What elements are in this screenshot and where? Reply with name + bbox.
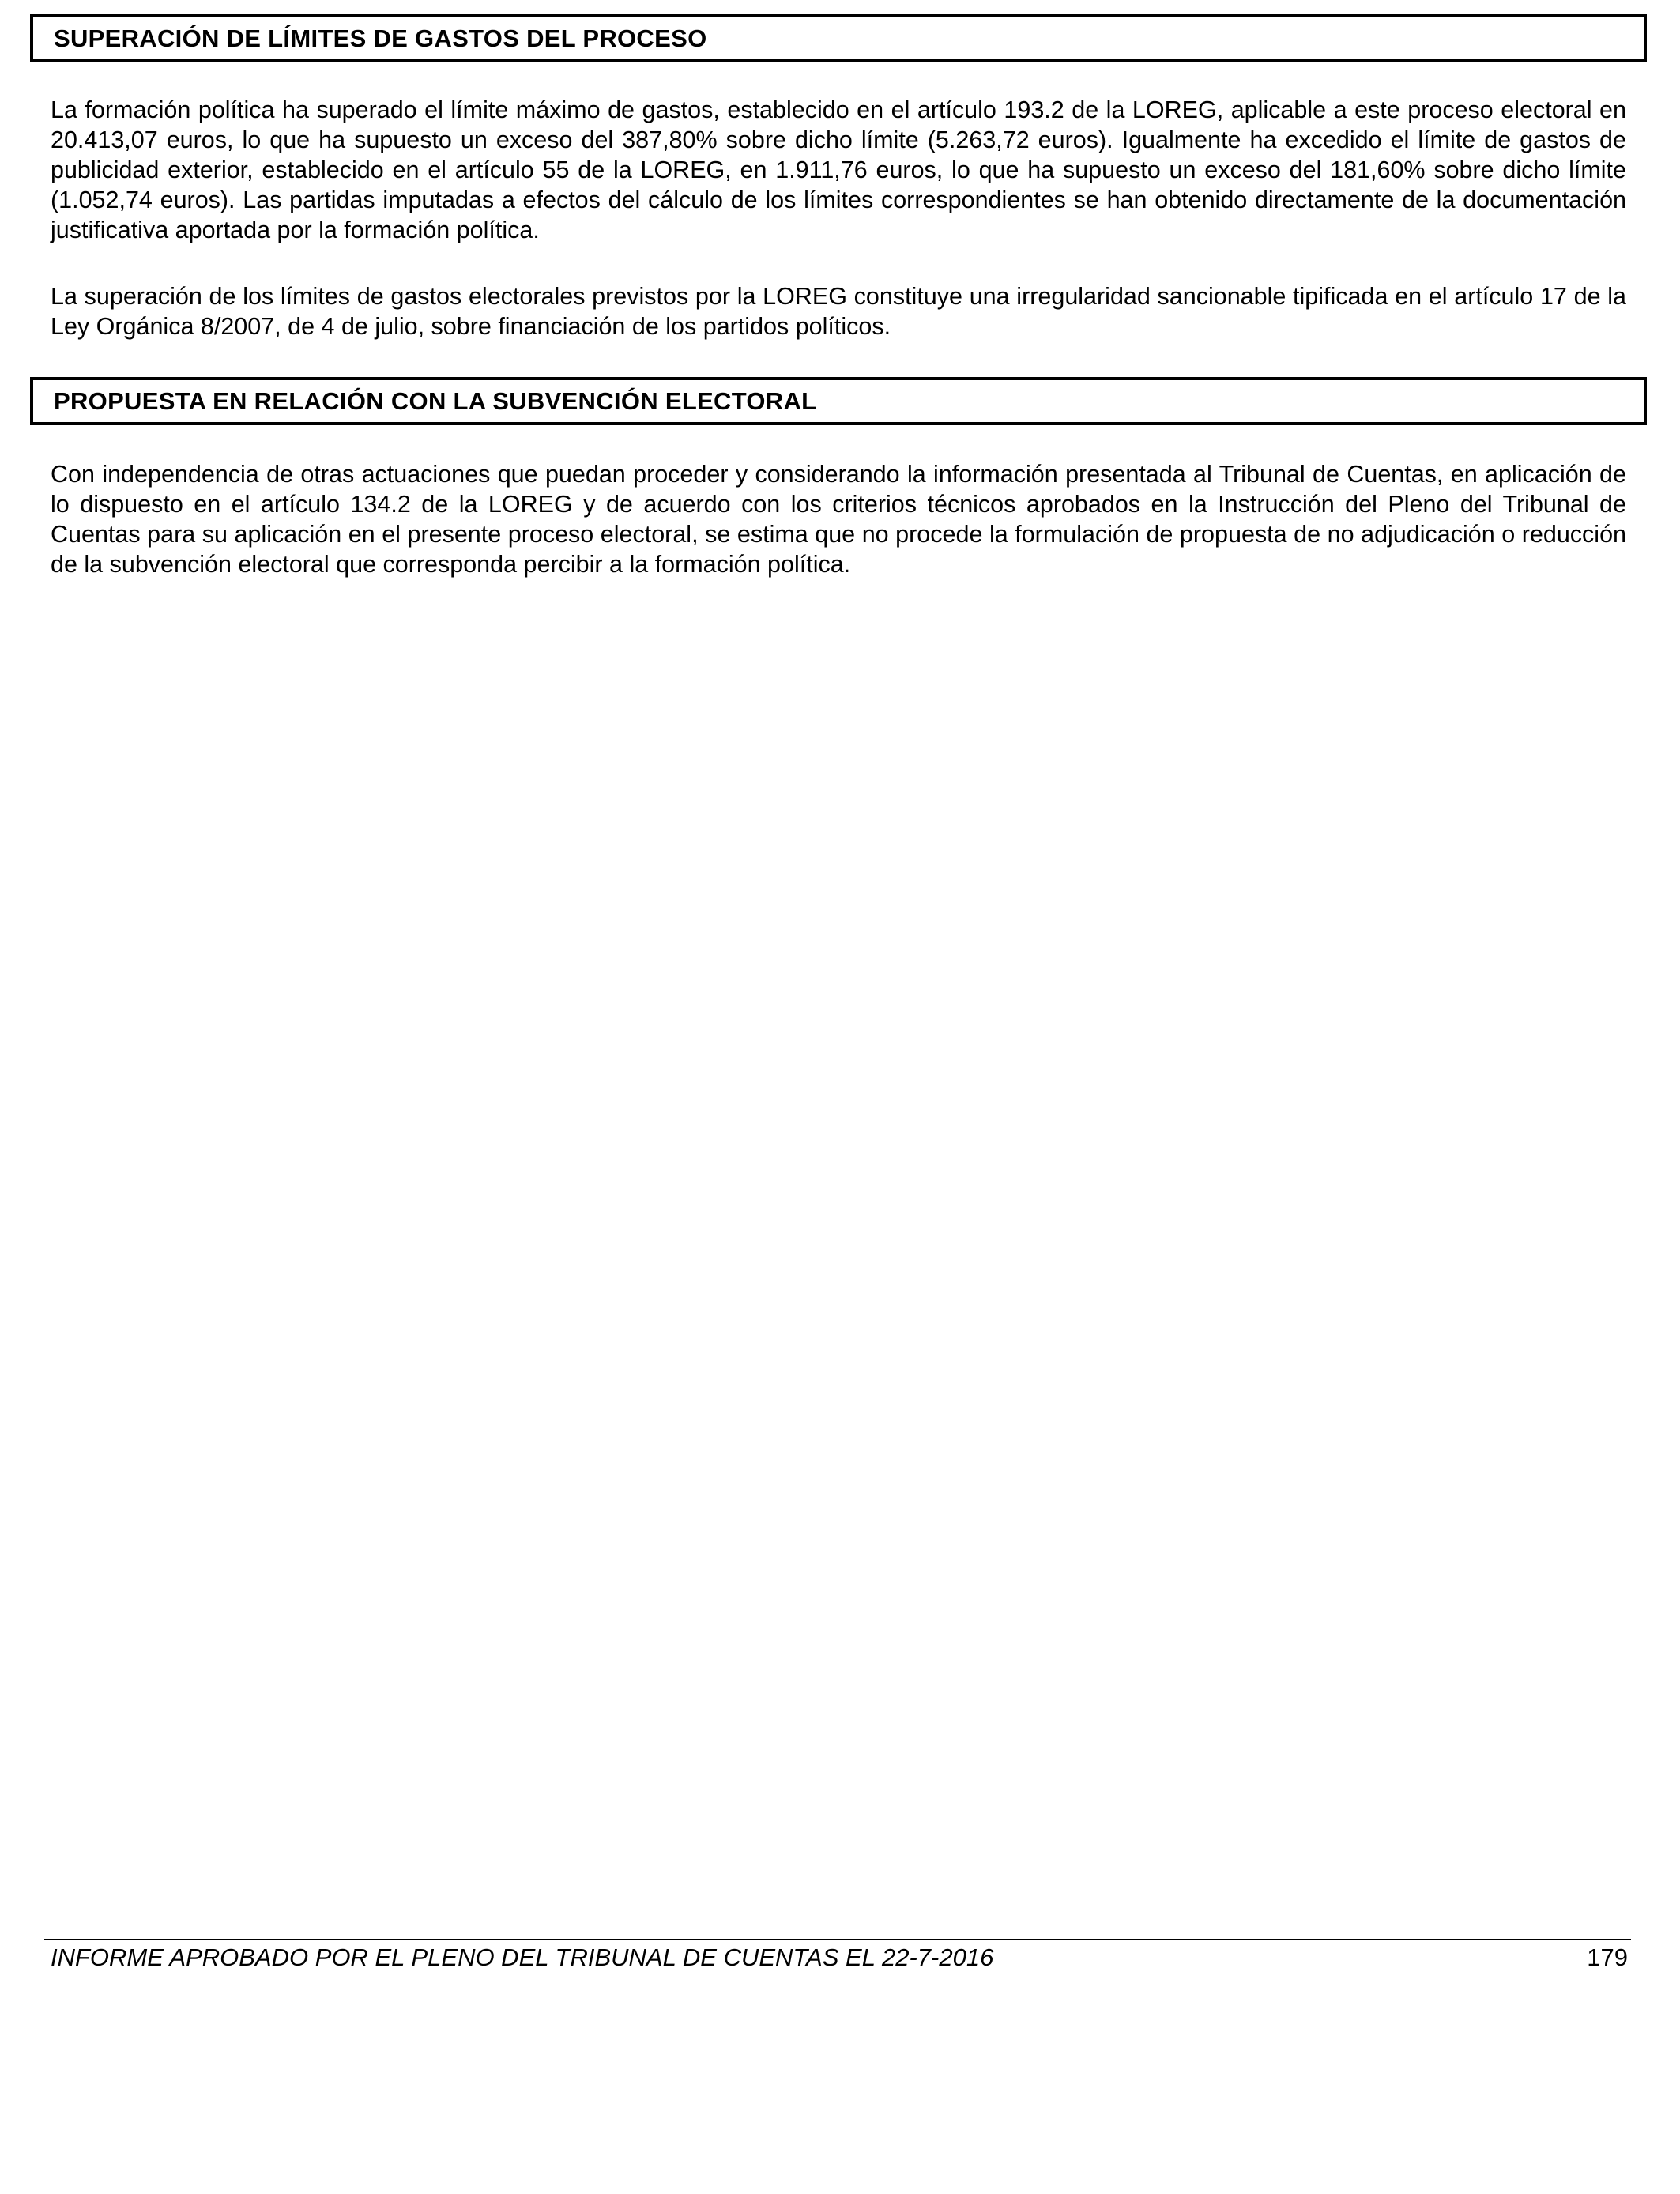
paragraph-irregularidad-sancionable: La superación de los límites de gastos electorales previstos por la LOREG constituye una irregularidad sancionable tipificada en el artículo 17 de la Ley Orgánica 8/2007, de 4 de julio, sobre financiación de los partidos políticos.	[51, 283, 1626, 340]
footer-report-title: INFORME APROBADO POR EL PLENO DEL TRIBUNAL DE CUENTAS EL 22-7-2016	[51, 1943, 994, 1971]
paragraph-limite-gastos: La formación política ha superado el límite máximo de gastos, establecido en el artículo 193.2 de la LOREG, aplicable a este proceso electoral en 20.413,07 euros, lo que ha supuesto un exceso del 387,80% sobre dicho límite (5.263,72 euros). Igualmente ha excedido el límite de gastos de publicidad exterior, establecido en el artículo 55 de la LOREG, en 1.911,76 euros, lo que ha supuesto un exceso del 181,60% sobre dicho límite (1.052,74 euros). Las partidas imputadas a efectos del cálculo de los límites correspondientes se han obtenido directamente de la documentación justificativa aportada por la formación política.	[51, 96, 1626, 243]
section-heading-propuesta-subvencion: PROPUESTA EN RELACIÓN CON LA SUBVENCIÓN ELECTORAL	[30, 377, 1647, 425]
paragraph-propuesta-subvencion: Con independencia de otras actuaciones que puedan proceder y considerando la información presentada al Tribunal de Cuentas, en aplicación de lo dispuesto en el artículo 134.2 de la LOREG y de acuerdo con los criterios técnicos aprobados en la Instrucción del Pleno del Tribunal de Cuentas para su aplicación en el presente proceso electoral, se estima que no procede la formulación de propuesta de no adjudicación o reducción de la subvención electoral que corresponda percibir a la formación política.	[51, 461, 1626, 578]
footer-divider	[44, 1939, 1631, 1940]
page-number: 179	[1587, 1943, 1628, 1971]
section-heading-superacion-limites: SUPERACIÓN DE LÍMITES DE GASTOS DEL PROCESO	[30, 14, 1647, 62]
